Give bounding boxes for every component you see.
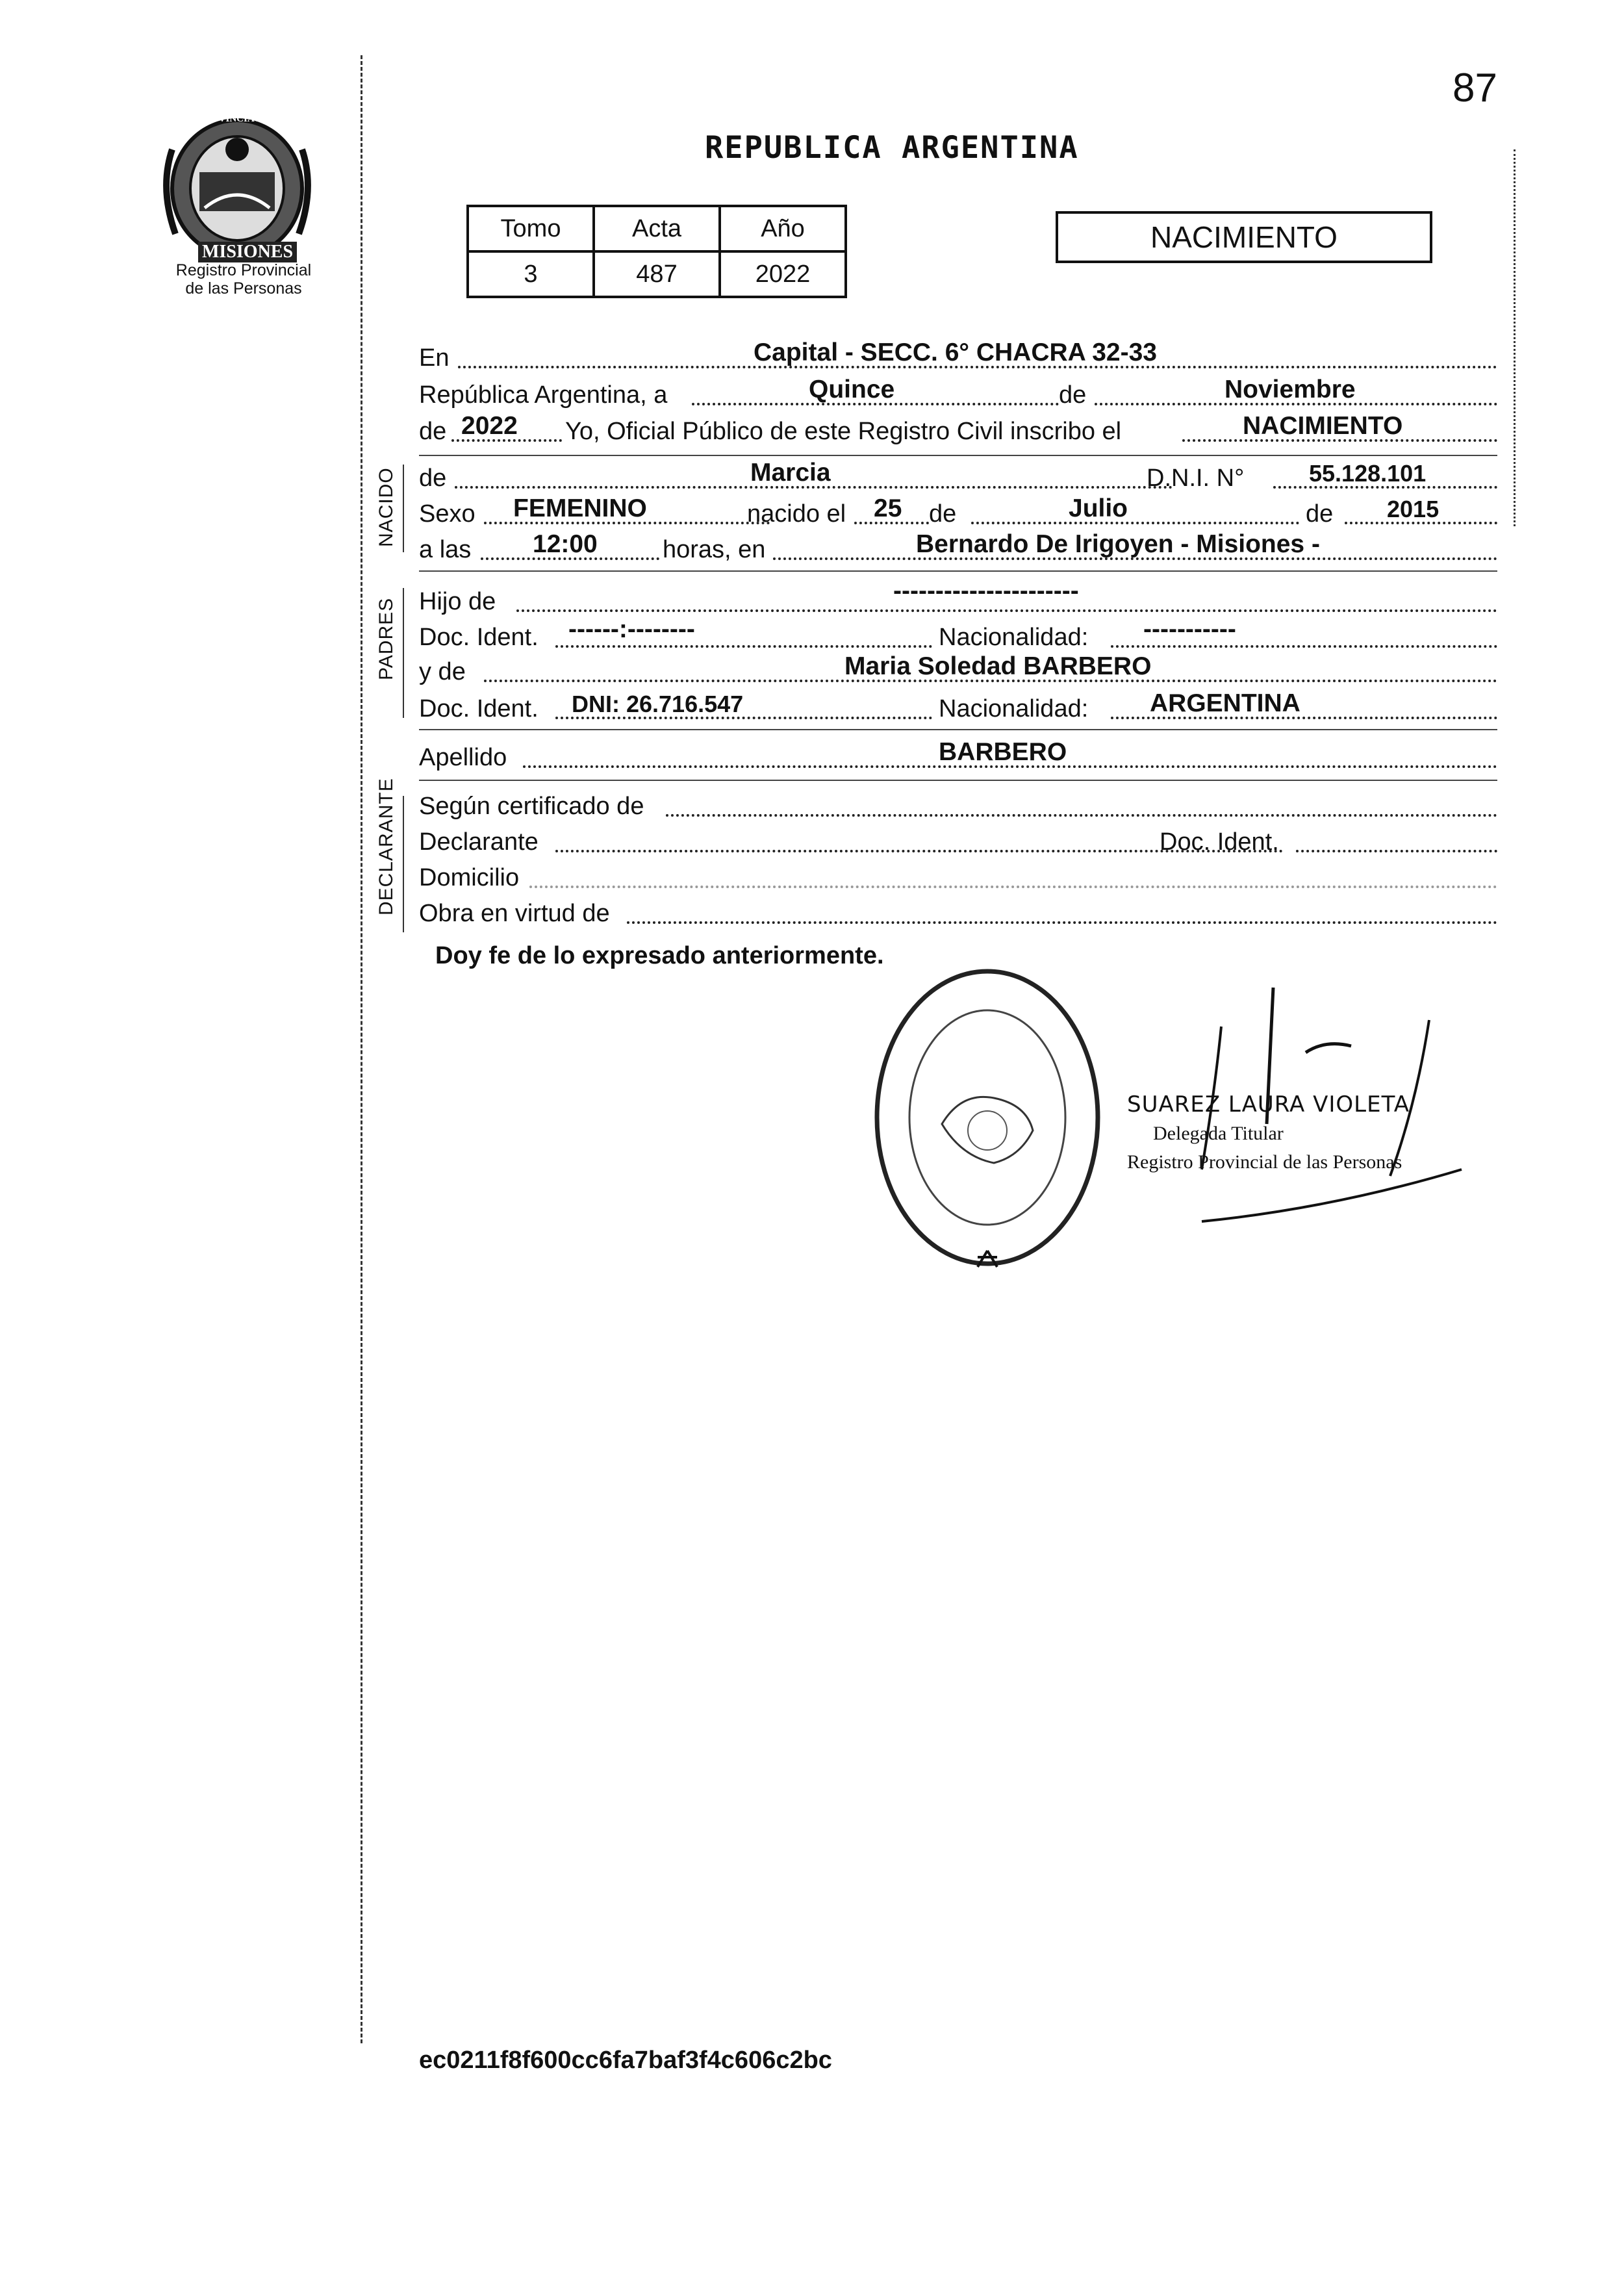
signature-name: SUAREZ LAURA VIOLETA [1127, 1091, 1410, 1117]
de-label-2: de [419, 418, 447, 445]
row-apellido [419, 738, 1497, 773]
section-label-declarante: DECLARANTE [375, 778, 397, 915]
nacionalidad-label-mother: Nacionalidad: [939, 695, 1089, 722]
child-name-value: Marcia [750, 459, 831, 487]
place-value: Capital - SECC. 6° CHACRA 32-33 [754, 338, 1157, 366]
de-label-1: de [1059, 381, 1087, 409]
document-type-box [1056, 211, 1432, 263]
y-de-label: y de [419, 658, 466, 685]
de-label-anio: de [1306, 500, 1334, 528]
anio-value: 2022 [720, 251, 846, 297]
obra-label: Obra en virtud de [419, 900, 610, 927]
row-republica [419, 378, 1497, 411]
signature-institution: Registro Provincial de las Personas [1127, 1151, 1402, 1173]
mother-doc-value: DNI: 26.716.547 [572, 691, 744, 717]
row-hora [419, 530, 1497, 565]
domicilio-label: Domicilio [419, 864, 520, 891]
row-doc-madre [419, 689, 1497, 724]
row-certificado [419, 789, 1497, 822]
sexo-label: Sexo [419, 500, 476, 528]
republica-label: República Argentina, a [419, 381, 668, 409]
apellido-label: Apellido [419, 744, 507, 771]
birth-day-value: 25 [874, 494, 902, 522]
acta-header: Acta [594, 206, 720, 251]
year-value: 2022 [461, 412, 518, 440]
en-label: En [419, 344, 450, 372]
logo-text-top: PROVINCIA DE [198, 114, 270, 124]
birth-time-value: 12:00 [533, 530, 598, 558]
signature-title: Delegada Titular [1153, 1123, 1284, 1144]
birth-month-value: Julio [1069, 494, 1128, 522]
row-obra [419, 897, 1497, 929]
doc-ident-label-mother: Doc. Ident. [419, 695, 539, 722]
event-value: NACIMIENTO [1243, 412, 1403, 440]
birth-year-value: 2015 [1387, 496, 1440, 522]
right-margin-line [1514, 149, 1516, 526]
section-label-padres: PADRES [375, 597, 397, 680]
mother-nationality-value: ARGENTINA [1150, 689, 1300, 717]
registry-name-line2: de las Personas [185, 279, 302, 298]
left-margin-line [361, 55, 362, 2043]
day-value: Quince [809, 376, 895, 403]
father-doc-value: ------:-------- [568, 615, 695, 643]
anio-header: Año [720, 206, 846, 251]
row-nombre [419, 461, 1497, 494]
document-type-label: NACIMIENTO [1150, 220, 1338, 254]
a-las-label: a las [419, 536, 472, 563]
register-table [466, 205, 847, 298]
section-label-nacido: NACIDO [375, 467, 397, 547]
row-y-de [419, 652, 1497, 687]
row-year [419, 412, 1497, 447]
sexo-value: FEMENINO [513, 494, 647, 522]
father-name-value: ---------------------- [893, 577, 1079, 605]
document-country-title: REPUBLICA ARGENTINA [705, 130, 1079, 166]
declarante-doc-label: Doc. Ident. [1160, 828, 1279, 856]
doc-ident-label-father: Doc. Ident. [419, 624, 539, 651]
nacionalidad-label-father: Nacionalidad: [939, 624, 1089, 651]
row-hijo-de [419, 577, 1497, 617]
horas-en-label: horas, en [663, 536, 766, 563]
month-value: Noviembre [1224, 376, 1356, 403]
de-label-mes: de [929, 500, 957, 528]
mother-name-value: Maria Soledad BARBERO [844, 652, 1152, 680]
row-declarante [419, 825, 1497, 858]
page-number: 87 [1453, 66, 1497, 110]
official-round-seal [864, 962, 1111, 1273]
nacido-el-label: nacido el [747, 500, 846, 528]
document-hash: ec0211f8f600cc6fa7baf3f4c606c2bc [419, 2047, 832, 2074]
row-doc-padre [419, 615, 1497, 653]
officer-text: Yo, Oficial Público de este Registro Civil inscribo el [565, 418, 1122, 445]
de-label-nombre: de [419, 465, 447, 492]
tomo-header: Tomo [468, 206, 594, 251]
logo-text-bottom: MISIONES [198, 242, 297, 262]
hijo-de-label: Hijo de [419, 588, 496, 615]
declarante-label: Declarante [419, 828, 539, 856]
child-dni-value: 55.128.101 [1309, 460, 1427, 487]
segun-certificado-label: Según certificado de [419, 793, 644, 820]
tomo-value: 3 [468, 251, 594, 297]
dni-label: D.N.I. N° [1147, 465, 1245, 492]
closing-statement: Doy fe de lo expresado anteriormente. [435, 942, 884, 969]
registry-name-line1: Registro Provincial [175, 261, 312, 279]
apellido-value: BARBERO [939, 738, 1067, 766]
row-sexo [419, 494, 1497, 530]
acta-value: 487 [594, 251, 720, 297]
row-domicilio [419, 861, 1497, 893]
father-nationality-value: ----------- [1143, 615, 1236, 643]
row-en [419, 338, 1497, 374]
birth-place-value: Bernardo De Irigoyen - Misiones - [916, 530, 1320, 558]
